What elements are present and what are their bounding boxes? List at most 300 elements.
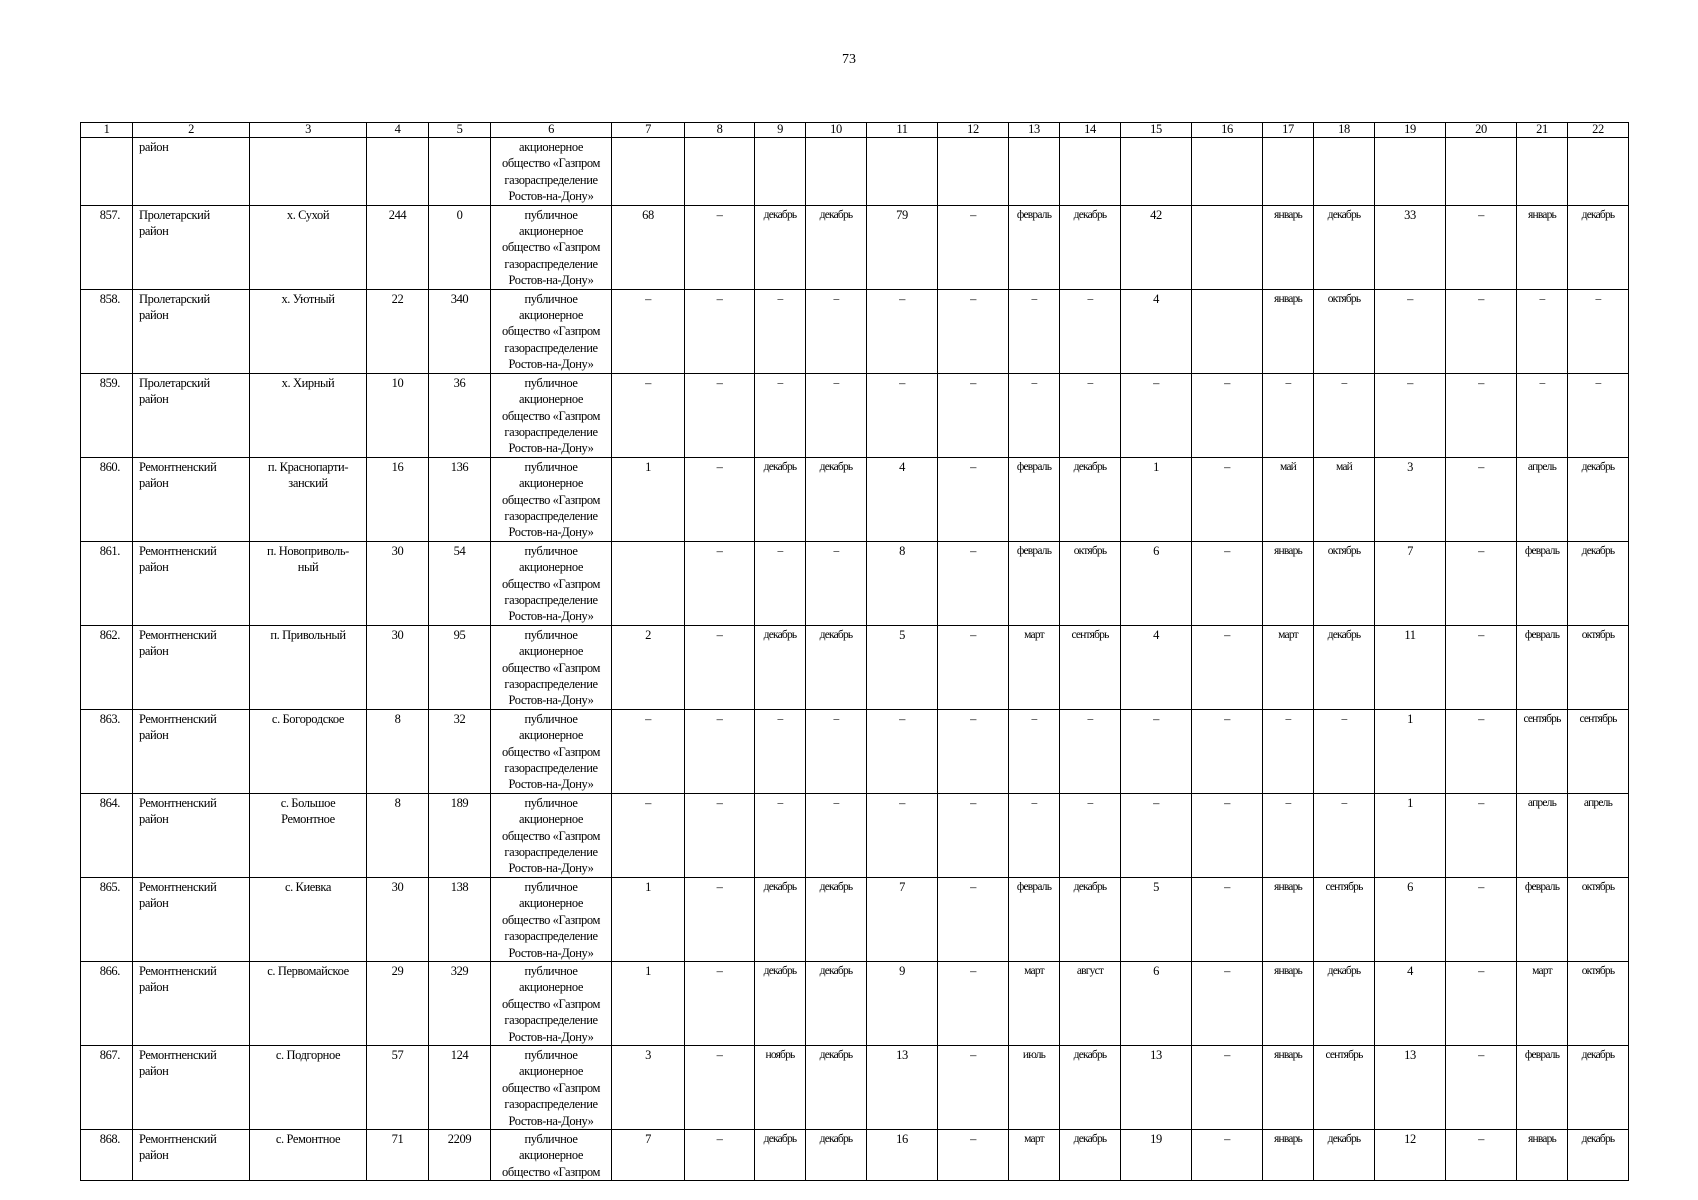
column-header-20: 20 bbox=[1446, 123, 1517, 138]
district-cell: Ремонтненский район bbox=[133, 625, 250, 709]
district-cell: Ремонтненский район bbox=[133, 877, 250, 961]
column-header-22: 22 bbox=[1568, 123, 1629, 138]
settlement-cell: х. Сухой bbox=[250, 205, 367, 289]
c12-cell: – bbox=[938, 961, 1009, 1045]
c20-cell: – bbox=[1446, 373, 1517, 457]
num-cell: 857. bbox=[81, 205, 133, 289]
c8-cell: – bbox=[685, 373, 755, 457]
num-cell: 867. bbox=[81, 1045, 133, 1129]
settlement-cell: с. Богородское bbox=[250, 709, 367, 793]
c16-cell: – bbox=[1192, 877, 1263, 961]
district-cell: Ремонтненский район bbox=[133, 793, 250, 877]
c16-cell bbox=[1192, 205, 1263, 289]
c17-cell: – bbox=[1263, 373, 1314, 457]
c14-cell: декабрь bbox=[1060, 205, 1121, 289]
table-row bbox=[81, 457, 1629, 541]
district-cell: Ремонтненский район bbox=[133, 961, 250, 1045]
c17-cell: – bbox=[1263, 793, 1314, 877]
c19-cell: – bbox=[1375, 373, 1446, 457]
c8-cell: – bbox=[685, 457, 755, 541]
c13-cell: февраль bbox=[1009, 541, 1060, 625]
empty-cell bbox=[1568, 138, 1629, 206]
c20-cell: – bbox=[1446, 541, 1517, 625]
c22-cell: – bbox=[1568, 289, 1629, 373]
c4-cell: 16 bbox=[367, 457, 429, 541]
org-cell: публичное акционерное общество «Газпром газораспределение Ростов-на-Дону» bbox=[491, 625, 612, 709]
c17-cell: март bbox=[1263, 625, 1314, 709]
c12-cell: – bbox=[938, 1045, 1009, 1129]
c22-cell: декабрь bbox=[1568, 457, 1629, 541]
c21-cell: – bbox=[1517, 289, 1568, 373]
column-header-9: 9 bbox=[755, 123, 806, 138]
c5-cell: 0 bbox=[429, 205, 491, 289]
empty-cell bbox=[1060, 138, 1121, 206]
empty-cell bbox=[1314, 138, 1375, 206]
c18-cell: декабрь bbox=[1314, 205, 1375, 289]
c10-cell: – bbox=[806, 709, 867, 793]
num-cell: 861. bbox=[81, 541, 133, 625]
settlement-cell: с. Большое Ремонтное bbox=[250, 793, 367, 877]
c21-cell: февраль bbox=[1517, 625, 1568, 709]
c12-cell: – bbox=[938, 1129, 1009, 1180]
settlement-cell: п. Краснопарти- занский bbox=[250, 457, 367, 541]
c17-cell: январь bbox=[1263, 541, 1314, 625]
c19-cell: 3 bbox=[1375, 457, 1446, 541]
c20-cell: – bbox=[1446, 457, 1517, 541]
c7-cell: – bbox=[612, 373, 685, 457]
continuation-row bbox=[81, 138, 1629, 206]
c20-cell: – bbox=[1446, 961, 1517, 1045]
c22-cell: декабрь bbox=[1568, 205, 1629, 289]
page-number: 73 bbox=[842, 52, 856, 67]
settlement-cell: с. Первомайское bbox=[250, 961, 367, 1045]
column-header-6: 6 bbox=[491, 123, 612, 138]
c19-cell: – bbox=[1375, 289, 1446, 373]
c12-cell: – bbox=[938, 793, 1009, 877]
column-header-17: 17 bbox=[1263, 123, 1314, 138]
settlement-cell: с. Ремонтное bbox=[250, 1129, 367, 1180]
c14-cell: декабрь bbox=[1060, 877, 1121, 961]
c16-cell: – bbox=[1192, 1129, 1263, 1180]
c9-cell: декабрь bbox=[755, 877, 806, 961]
org-cell: публичное акционерное общество «Газпром газораспределение Ростов-на-Дону» bbox=[491, 373, 612, 457]
c16-cell: – bbox=[1192, 625, 1263, 709]
c7-cell bbox=[612, 541, 685, 625]
c10-cell: декабрь bbox=[806, 877, 867, 961]
c9-cell: – bbox=[755, 289, 806, 373]
c12-cell: – bbox=[938, 457, 1009, 541]
c11-cell: – bbox=[867, 289, 938, 373]
column-header-8: 8 bbox=[685, 123, 755, 138]
c15-cell: 1 bbox=[1121, 457, 1192, 541]
c21-cell: апрель bbox=[1517, 793, 1568, 877]
c20-cell: – bbox=[1446, 625, 1517, 709]
c7-cell: 1 bbox=[612, 961, 685, 1045]
empty-cell bbox=[685, 138, 755, 206]
c17-cell: январь bbox=[1263, 961, 1314, 1045]
c16-cell: – bbox=[1192, 961, 1263, 1045]
c10-cell: декабрь bbox=[806, 961, 867, 1045]
c14-cell: – bbox=[1060, 709, 1121, 793]
district-cell: Ремонтненский район bbox=[133, 1045, 250, 1129]
column-header-13: 13 bbox=[1009, 123, 1060, 138]
district-cell: Пролетарский район bbox=[133, 205, 250, 289]
num-cell: 860. bbox=[81, 457, 133, 541]
c19-cell: 13 bbox=[1375, 1045, 1446, 1129]
c22-cell: декабрь bbox=[1568, 541, 1629, 625]
num-cell: 862. bbox=[81, 625, 133, 709]
c19-cell: 12 bbox=[1375, 1129, 1446, 1180]
c11-cell: 5 bbox=[867, 625, 938, 709]
c18-cell: октябрь bbox=[1314, 541, 1375, 625]
table-row bbox=[81, 877, 1629, 961]
c8-cell: – bbox=[685, 541, 755, 625]
c12-cell: – bbox=[938, 541, 1009, 625]
c20-cell: – bbox=[1446, 877, 1517, 961]
org-cell: публичное акционерное общество «Газпром газораспределение Ростов-на-Дону» bbox=[491, 457, 612, 541]
empty-cell bbox=[612, 138, 685, 206]
c5-cell: 340 bbox=[429, 289, 491, 373]
c10-cell: – bbox=[806, 793, 867, 877]
column-header-3: 3 bbox=[250, 123, 367, 138]
c7-cell: 1 bbox=[612, 877, 685, 961]
c18-cell: сентябрь bbox=[1314, 1045, 1375, 1129]
c21-cell: февраль bbox=[1517, 541, 1568, 625]
c15-cell: – bbox=[1121, 793, 1192, 877]
empty-cell bbox=[81, 138, 133, 206]
empty-cell bbox=[1121, 138, 1192, 206]
c20-cell: – bbox=[1446, 709, 1517, 793]
num-cell: 858. bbox=[81, 289, 133, 373]
column-header-2: 2 bbox=[133, 123, 250, 138]
c14-cell: – bbox=[1060, 793, 1121, 877]
org-cell: публичное акционерное общество «Газпром bbox=[491, 1129, 612, 1180]
column-header-11: 11 bbox=[867, 123, 938, 138]
table-row bbox=[81, 709, 1629, 793]
num-cell: 868. bbox=[81, 1129, 133, 1180]
c7-cell: 7 bbox=[612, 1129, 685, 1180]
c13-cell: – bbox=[1009, 373, 1060, 457]
c16-cell: – bbox=[1192, 709, 1263, 793]
c9-cell: ноябрь bbox=[755, 1045, 806, 1129]
empty-cell bbox=[250, 138, 367, 206]
c16-cell: – bbox=[1192, 373, 1263, 457]
c8-cell: – bbox=[685, 877, 755, 961]
column-header-15: 15 bbox=[1121, 123, 1192, 138]
num-cell: 865. bbox=[81, 877, 133, 961]
column-header-14: 14 bbox=[1060, 123, 1121, 138]
org-cell: публичное акционерное общество «Газпром газораспределение Ростов-на-Дону» bbox=[491, 793, 612, 877]
c11-cell: 16 bbox=[867, 1129, 938, 1180]
c17-cell: январь bbox=[1263, 205, 1314, 289]
c20-cell: – bbox=[1446, 205, 1517, 289]
org-cell: акционерное общество «Газпром газораспределение Ростов-на-Дону» bbox=[491, 138, 612, 206]
column-header-4: 4 bbox=[367, 123, 429, 138]
c17-cell: – bbox=[1263, 709, 1314, 793]
c10-cell: декабрь bbox=[806, 457, 867, 541]
c21-cell: апрель bbox=[1517, 457, 1568, 541]
c15-cell: – bbox=[1121, 709, 1192, 793]
org-cell: публичное акционерное общество «Газпром газораспределение Ростов-на-Дону» bbox=[491, 205, 612, 289]
c18-cell: декабрь bbox=[1314, 961, 1375, 1045]
c11-cell: 4 bbox=[867, 457, 938, 541]
c9-cell: декабрь bbox=[755, 961, 806, 1045]
c11-cell: 13 bbox=[867, 1045, 938, 1129]
c19-cell: 6 bbox=[1375, 877, 1446, 961]
empty-cell bbox=[938, 138, 1009, 206]
c15-cell: 4 bbox=[1121, 625, 1192, 709]
org-cell: публичное акционерное общество «Газпром газораспределение Ростов-на-Дону» bbox=[491, 1045, 612, 1129]
c15-cell: 5 bbox=[1121, 877, 1192, 961]
c11-cell: – bbox=[867, 793, 938, 877]
c5-cell: 2209 bbox=[429, 1129, 491, 1180]
district-cell: Ремонтненский район bbox=[133, 1129, 250, 1180]
c11-cell: – bbox=[867, 709, 938, 793]
c5-cell: 32 bbox=[429, 709, 491, 793]
c15-cell: – bbox=[1121, 373, 1192, 457]
c21-cell: сентябрь bbox=[1517, 709, 1568, 793]
c19-cell: 4 bbox=[1375, 961, 1446, 1045]
c22-cell: – bbox=[1568, 373, 1629, 457]
c4-cell: 22 bbox=[367, 289, 429, 373]
district-cell: район bbox=[133, 138, 250, 206]
c21-cell: февраль bbox=[1517, 1045, 1568, 1129]
table-row bbox=[81, 289, 1629, 373]
c9-cell: – bbox=[755, 793, 806, 877]
c17-cell: январь bbox=[1263, 877, 1314, 961]
c18-cell: сентябрь bbox=[1314, 877, 1375, 961]
c14-cell: декабрь bbox=[1060, 1045, 1121, 1129]
district-cell: Ремонтненский район bbox=[133, 709, 250, 793]
table-row bbox=[81, 1045, 1629, 1129]
org-cell: публичное акционерное общество «Газпром газораспределение Ростов-на-Дону» bbox=[491, 289, 612, 373]
c13-cell: июль bbox=[1009, 1045, 1060, 1129]
empty-cell bbox=[1446, 138, 1517, 206]
c5-cell: 189 bbox=[429, 793, 491, 877]
c17-cell: январь bbox=[1263, 1045, 1314, 1129]
c18-cell: – bbox=[1314, 373, 1375, 457]
c4-cell: 8 bbox=[367, 709, 429, 793]
c10-cell: декабрь bbox=[806, 1045, 867, 1129]
c7-cell: – bbox=[612, 793, 685, 877]
c4-cell: 10 bbox=[367, 373, 429, 457]
c13-cell: февраль bbox=[1009, 457, 1060, 541]
c22-cell: декабрь bbox=[1568, 1045, 1629, 1129]
c14-cell: октябрь bbox=[1060, 541, 1121, 625]
c15-cell: 13 bbox=[1121, 1045, 1192, 1129]
org-cell: публичное акционерное общество «Газпром газораспределение Ростов-на-Дону» bbox=[491, 877, 612, 961]
c5-cell: 124 bbox=[429, 1045, 491, 1129]
c14-cell: август bbox=[1060, 961, 1121, 1045]
column-header-12: 12 bbox=[938, 123, 1009, 138]
org-cell: публичное акционерное общество «Газпром газораспределение Ростов-на-Дону» bbox=[491, 709, 612, 793]
c4-cell: 71 bbox=[367, 1129, 429, 1180]
column-header-18: 18 bbox=[1314, 123, 1375, 138]
c16-cell: – bbox=[1192, 457, 1263, 541]
c13-cell: март bbox=[1009, 625, 1060, 709]
c14-cell: сентябрь bbox=[1060, 625, 1121, 709]
empty-cell bbox=[1192, 138, 1263, 206]
column-header-19: 19 bbox=[1375, 123, 1446, 138]
num-cell: 864. bbox=[81, 793, 133, 877]
c22-cell: апрель bbox=[1568, 793, 1629, 877]
c21-cell: январь bbox=[1517, 1129, 1568, 1180]
c8-cell: – bbox=[685, 709, 755, 793]
column-header-21: 21 bbox=[1517, 123, 1568, 138]
empty-cell bbox=[1009, 138, 1060, 206]
c4-cell: 29 bbox=[367, 961, 429, 1045]
c8-cell: – bbox=[685, 289, 755, 373]
c21-cell: – bbox=[1517, 373, 1568, 457]
c5-cell: 95 bbox=[429, 625, 491, 709]
district-cell: Ремонтненский район bbox=[133, 541, 250, 625]
empty-cell bbox=[1517, 138, 1568, 206]
c9-cell: декабрь bbox=[755, 625, 806, 709]
c4-cell: 30 bbox=[367, 877, 429, 961]
c9-cell: – bbox=[755, 541, 806, 625]
district-cell: Пролетарский район bbox=[133, 373, 250, 457]
c13-cell: февраль bbox=[1009, 205, 1060, 289]
c11-cell: – bbox=[867, 373, 938, 457]
c13-cell: – bbox=[1009, 793, 1060, 877]
c14-cell: декабрь bbox=[1060, 457, 1121, 541]
c10-cell: – bbox=[806, 373, 867, 457]
c12-cell: – bbox=[938, 289, 1009, 373]
c16-cell: – bbox=[1192, 1045, 1263, 1129]
settlement-cell: х. Хирный bbox=[250, 373, 367, 457]
c13-cell: март bbox=[1009, 1129, 1060, 1180]
c5-cell: 36 bbox=[429, 373, 491, 457]
settlement-cell: п. Привольный bbox=[250, 625, 367, 709]
data-table bbox=[80, 122, 1629, 1181]
c9-cell: – bbox=[755, 709, 806, 793]
c20-cell: – bbox=[1446, 289, 1517, 373]
c7-cell: 1 bbox=[612, 457, 685, 541]
c22-cell: октябрь bbox=[1568, 625, 1629, 709]
column-header-7: 7 bbox=[612, 123, 685, 138]
c22-cell: октябрь bbox=[1568, 877, 1629, 961]
c10-cell: декабрь bbox=[806, 625, 867, 709]
c22-cell: декабрь bbox=[1568, 1129, 1629, 1180]
c12-cell: – bbox=[938, 709, 1009, 793]
c12-cell: – bbox=[938, 205, 1009, 289]
c4-cell: 57 bbox=[367, 1045, 429, 1129]
c19-cell: 1 bbox=[1375, 709, 1446, 793]
c19-cell: 1 bbox=[1375, 793, 1446, 877]
c4-cell: 244 bbox=[367, 205, 429, 289]
empty-cell bbox=[367, 138, 429, 206]
c13-cell: – bbox=[1009, 289, 1060, 373]
org-cell: публичное акционерное общество «Газпром газораспределение Ростов-на-Дону» bbox=[491, 541, 612, 625]
c5-cell: 136 bbox=[429, 457, 491, 541]
c12-cell: – bbox=[938, 877, 1009, 961]
c18-cell: май bbox=[1314, 457, 1375, 541]
c13-cell: февраль bbox=[1009, 877, 1060, 961]
settlement-cell: п. Новоприволь- ный bbox=[250, 541, 367, 625]
c7-cell: – bbox=[612, 289, 685, 373]
c15-cell: 42 bbox=[1121, 205, 1192, 289]
c8-cell: – bbox=[685, 1045, 755, 1129]
empty-cell bbox=[1263, 138, 1314, 206]
table-row bbox=[81, 205, 1629, 289]
c14-cell: декабрь bbox=[1060, 1129, 1121, 1180]
c13-cell: – bbox=[1009, 709, 1060, 793]
empty-cell bbox=[867, 138, 938, 206]
c21-cell: март bbox=[1517, 961, 1568, 1045]
c18-cell: декабрь bbox=[1314, 1129, 1375, 1180]
c17-cell: январь bbox=[1263, 1129, 1314, 1180]
c8-cell: – bbox=[685, 625, 755, 709]
column-number-header bbox=[81, 123, 1629, 138]
c22-cell: октябрь bbox=[1568, 961, 1629, 1045]
c11-cell: 7 bbox=[867, 877, 938, 961]
c11-cell: 9 bbox=[867, 961, 938, 1045]
table-row bbox=[81, 373, 1629, 457]
c20-cell: – bbox=[1446, 793, 1517, 877]
c10-cell: – bbox=[806, 289, 867, 373]
column-header-16: 16 bbox=[1192, 123, 1263, 138]
table-row bbox=[81, 541, 1629, 625]
c19-cell: 33 bbox=[1375, 205, 1446, 289]
c18-cell: октябрь bbox=[1314, 289, 1375, 373]
c7-cell: – bbox=[612, 709, 685, 793]
district-cell: Ремонтненский район bbox=[133, 457, 250, 541]
settlement-cell: с. Подгорное bbox=[250, 1045, 367, 1129]
c17-cell: май bbox=[1263, 457, 1314, 541]
c8-cell: – bbox=[685, 793, 755, 877]
c4-cell: 30 bbox=[367, 625, 429, 709]
c17-cell: январь bbox=[1263, 289, 1314, 373]
c21-cell: февраль bbox=[1517, 877, 1568, 961]
c9-cell: – bbox=[755, 373, 806, 457]
c16-cell: – bbox=[1192, 541, 1263, 625]
c4-cell: 30 bbox=[367, 541, 429, 625]
empty-cell bbox=[1375, 138, 1446, 206]
column-header-10: 10 bbox=[806, 123, 867, 138]
c7-cell: 68 bbox=[612, 205, 685, 289]
org-cell: публичное акционерное общество «Газпром газораспределение Ростов-на-Дону» bbox=[491, 961, 612, 1045]
c8-cell: – bbox=[685, 961, 755, 1045]
c14-cell: – bbox=[1060, 373, 1121, 457]
c11-cell: 79 bbox=[867, 205, 938, 289]
table-body bbox=[81, 138, 1629, 1181]
c5-cell: 138 bbox=[429, 877, 491, 961]
c15-cell: 4 bbox=[1121, 289, 1192, 373]
c8-cell: – bbox=[685, 1129, 755, 1180]
c11-cell: 8 bbox=[867, 541, 938, 625]
c16-cell bbox=[1192, 289, 1263, 373]
settlement-cell: с. Киевка bbox=[250, 877, 367, 961]
column-header-5: 5 bbox=[429, 123, 491, 138]
c7-cell: 3 bbox=[612, 1045, 685, 1129]
c20-cell: – bbox=[1446, 1045, 1517, 1129]
c18-cell: декабрь bbox=[1314, 625, 1375, 709]
c19-cell: 11 bbox=[1375, 625, 1446, 709]
c10-cell: – bbox=[806, 541, 867, 625]
c8-cell: – bbox=[685, 205, 755, 289]
empty-cell bbox=[429, 138, 491, 206]
num-cell: 866. bbox=[81, 961, 133, 1045]
c21-cell: январь bbox=[1517, 205, 1568, 289]
c5-cell: 54 bbox=[429, 541, 491, 625]
c18-cell: – bbox=[1314, 793, 1375, 877]
c4-cell: 8 bbox=[367, 793, 429, 877]
empty-cell bbox=[806, 138, 867, 206]
c15-cell: 19 bbox=[1121, 1129, 1192, 1180]
c22-cell: сентябрь bbox=[1568, 709, 1629, 793]
c12-cell: – bbox=[938, 625, 1009, 709]
c16-cell: – bbox=[1192, 793, 1263, 877]
